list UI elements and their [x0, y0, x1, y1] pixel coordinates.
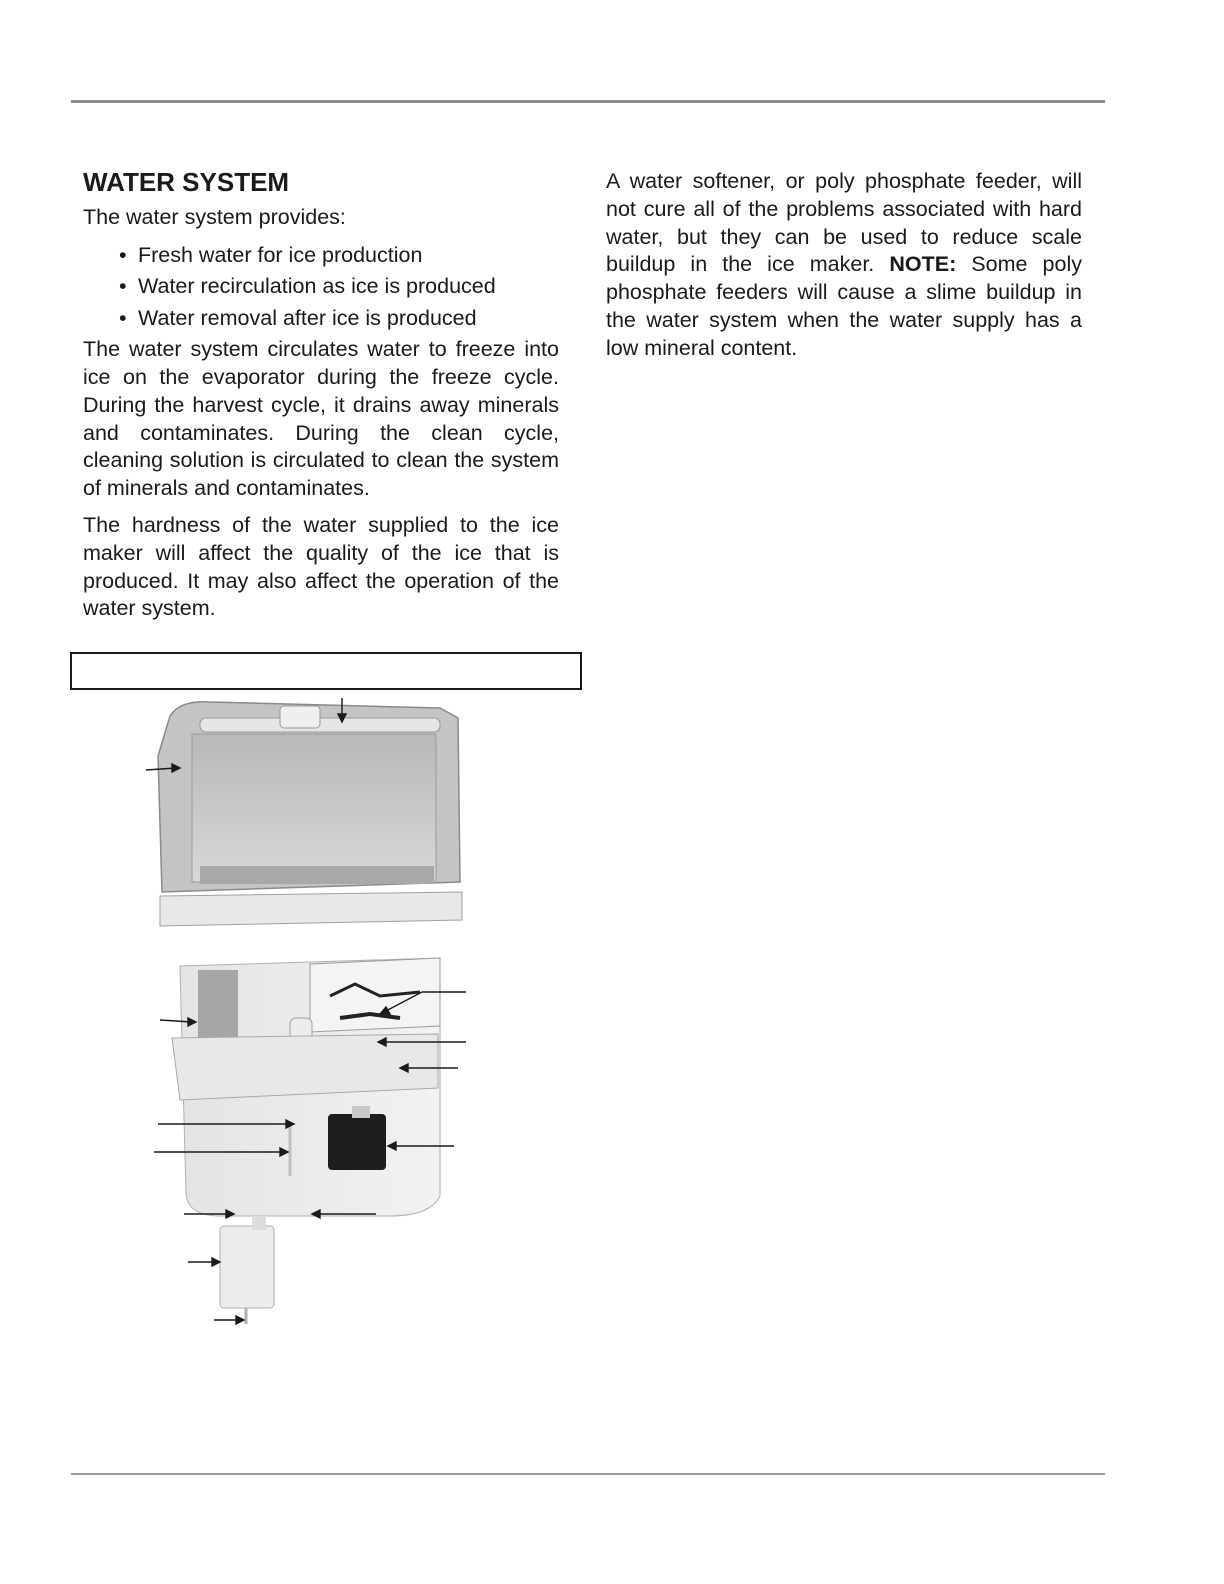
left-column [83, 166, 559, 623]
hardness-paragraph: The hardness of the water supplied to the ice maker will affect the quality of the ice that is produced. It may also affect the operation of the water system. [83, 513, 559, 621]
intro-text: The water system provides: [83, 205, 346, 229]
softener-paragraph: A water softener, or poly phosphate feeder, will not cure all of the problems associated with hard water, but they can be used to reduce scale buildup in the ice maker. NOTE: Some poly phosphate feeders will cause a slime buildup in the water system when the water supply has a low mineral content. [606, 169, 1082, 360]
figure-caption-box [70, 652, 582, 690]
circulation-paragraph: The water system circulates water to freeze into ice on the evaporator during the freeze cycle. During the harvest cycle, it drains away minerals and contaminates. During the clean cycle, cleaning solution is circulated to clean the system of minerals and contaminates. [83, 337, 559, 501]
bullet-icon: • [119, 274, 127, 299]
note-label: NOTE: [889, 252, 957, 277]
footer-rule [71, 1473, 1105, 1475]
list-item: • Water removal after ice is produced [119, 303, 559, 335]
evaporator-tray [158, 702, 462, 926]
bullet-icon: • [119, 305, 127, 330]
bullet-icon: • [119, 242, 127, 267]
list-item: • Water recirculation as ice is produced [119, 271, 559, 303]
drain-valve [220, 1216, 274, 1324]
sump-assembly [172, 958, 440, 1216]
provides-list [83, 240, 559, 335]
header-rule [71, 100, 1105, 103]
list-item: • Fresh water for ice production [119, 240, 559, 272]
section-title: WATER SYSTEM [83, 167, 290, 197]
right-column [606, 168, 1082, 363]
water-system-photo [140, 696, 480, 1336]
